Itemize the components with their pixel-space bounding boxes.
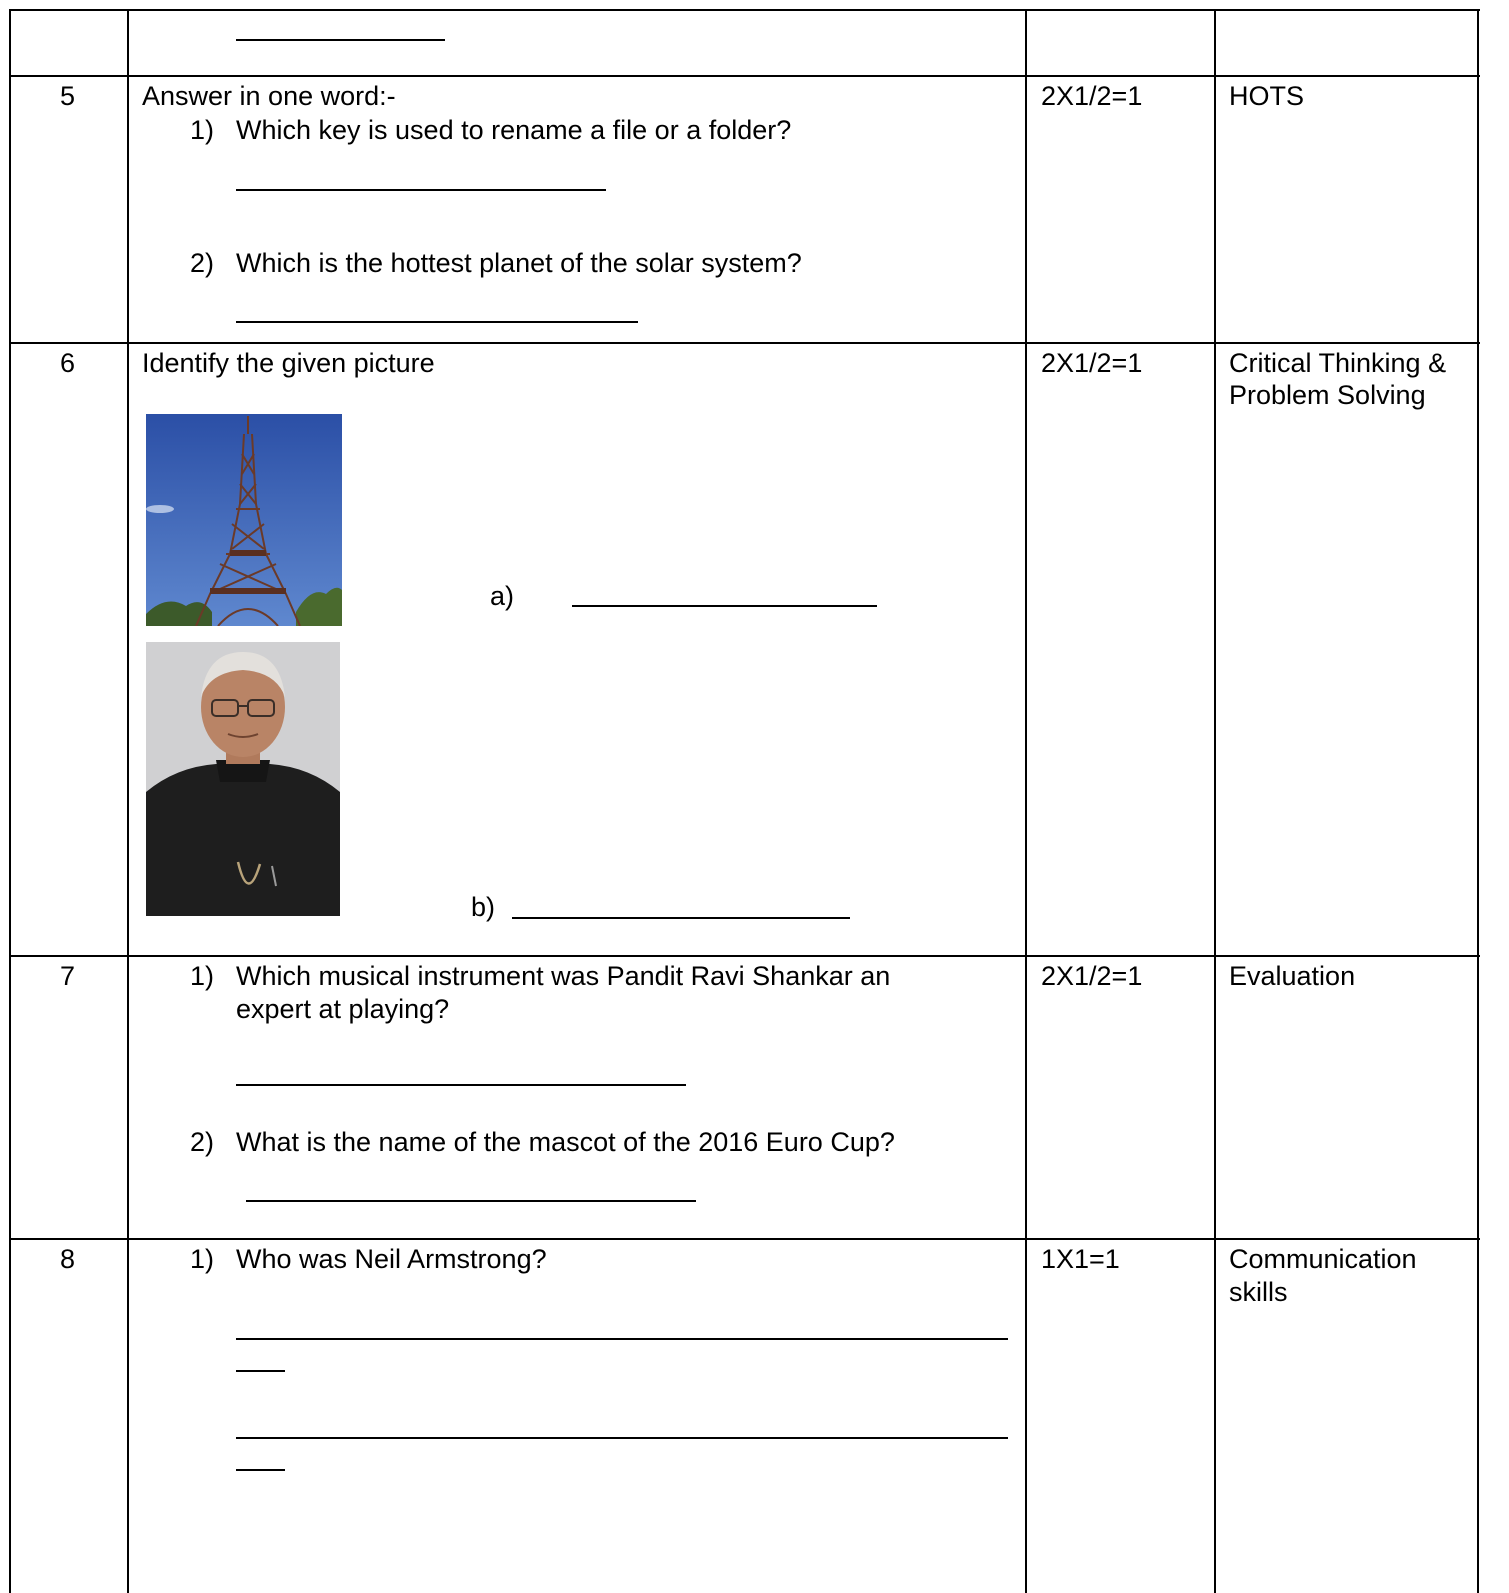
column-divider	[1214, 9, 1216, 1593]
answer-blank	[246, 1200, 696, 1202]
option-label: a)	[490, 581, 515, 611]
sub-question-number: 1)	[190, 1244, 215, 1274]
sub-question-text: What is the name of the mascot of the 2016 Euro Cup?	[236, 1127, 895, 1157]
sub-question-number: 1)	[190, 115, 215, 145]
answer-blank	[512, 917, 850, 919]
answer-blank	[236, 39, 445, 41]
skill-cell-line: skills	[1229, 1277, 1288, 1307]
sub-question-text: Which is the hottest planet of the solar system?	[236, 248, 802, 278]
skill-cell: Evaluation	[1229, 961, 1356, 991]
row-divider	[9, 75, 1480, 77]
question-number: 7	[60, 961, 76, 991]
answer-blank	[236, 1469, 285, 1471]
option-label: b)	[471, 892, 496, 922]
table-border-right	[1477, 9, 1479, 1593]
eiffel-tower-photo	[146, 414, 342, 626]
skill-cell: HOTS	[1229, 81, 1305, 111]
question-number: 5	[60, 81, 76, 111]
skill-cell-line: Critical Thinking &	[1229, 348, 1447, 378]
answer-blank	[236, 1084, 686, 1086]
answer-blank	[236, 321, 638, 323]
sub-question-number: 2)	[190, 248, 215, 278]
answer-blank	[236, 1437, 1008, 1439]
sub-question-number: 1)	[190, 961, 215, 991]
column-divider	[1025, 9, 1027, 1593]
sub-question-text: Which key is used to rename a file or a folder?	[236, 115, 792, 145]
marks-cell: 1X1=1	[1041, 1244, 1120, 1274]
table-border-top	[9, 9, 1480, 11]
row-divider	[9, 1238, 1480, 1240]
skill-cell-line: Communication	[1229, 1244, 1417, 1274]
sub-question-text: Who was Neil Armstrong?	[236, 1244, 547, 1274]
answer-blank	[236, 1338, 1008, 1340]
marks-cell: 2X1/2=1	[1041, 348, 1143, 378]
question-intro: Answer in one word:-	[142, 81, 396, 111]
row-divider	[9, 955, 1480, 957]
question-number: 6	[60, 348, 76, 378]
marks-cell: 2X1/2=1	[1041, 81, 1143, 111]
question-intro: Identify the given picture	[142, 348, 435, 378]
sub-question-text: Which musical instrument was Pandit Ravi Shankar an	[236, 961, 891, 991]
sub-question-number: 2)	[190, 1127, 215, 1157]
marks-cell: 2X1/2=1	[1041, 961, 1143, 991]
portrait-photo	[146, 642, 340, 916]
skill-cell-line: Problem Solving	[1229, 380, 1426, 410]
column-divider	[127, 9, 129, 1593]
question-number: 8	[60, 1244, 76, 1274]
sub-question-text: expert at playing?	[236, 994, 450, 1024]
table-border-left	[9, 9, 11, 1593]
answer-blank	[236, 189, 606, 191]
answer-blank	[572, 605, 877, 607]
row-divider	[9, 342, 1480, 344]
answer-blank	[236, 1370, 285, 1372]
